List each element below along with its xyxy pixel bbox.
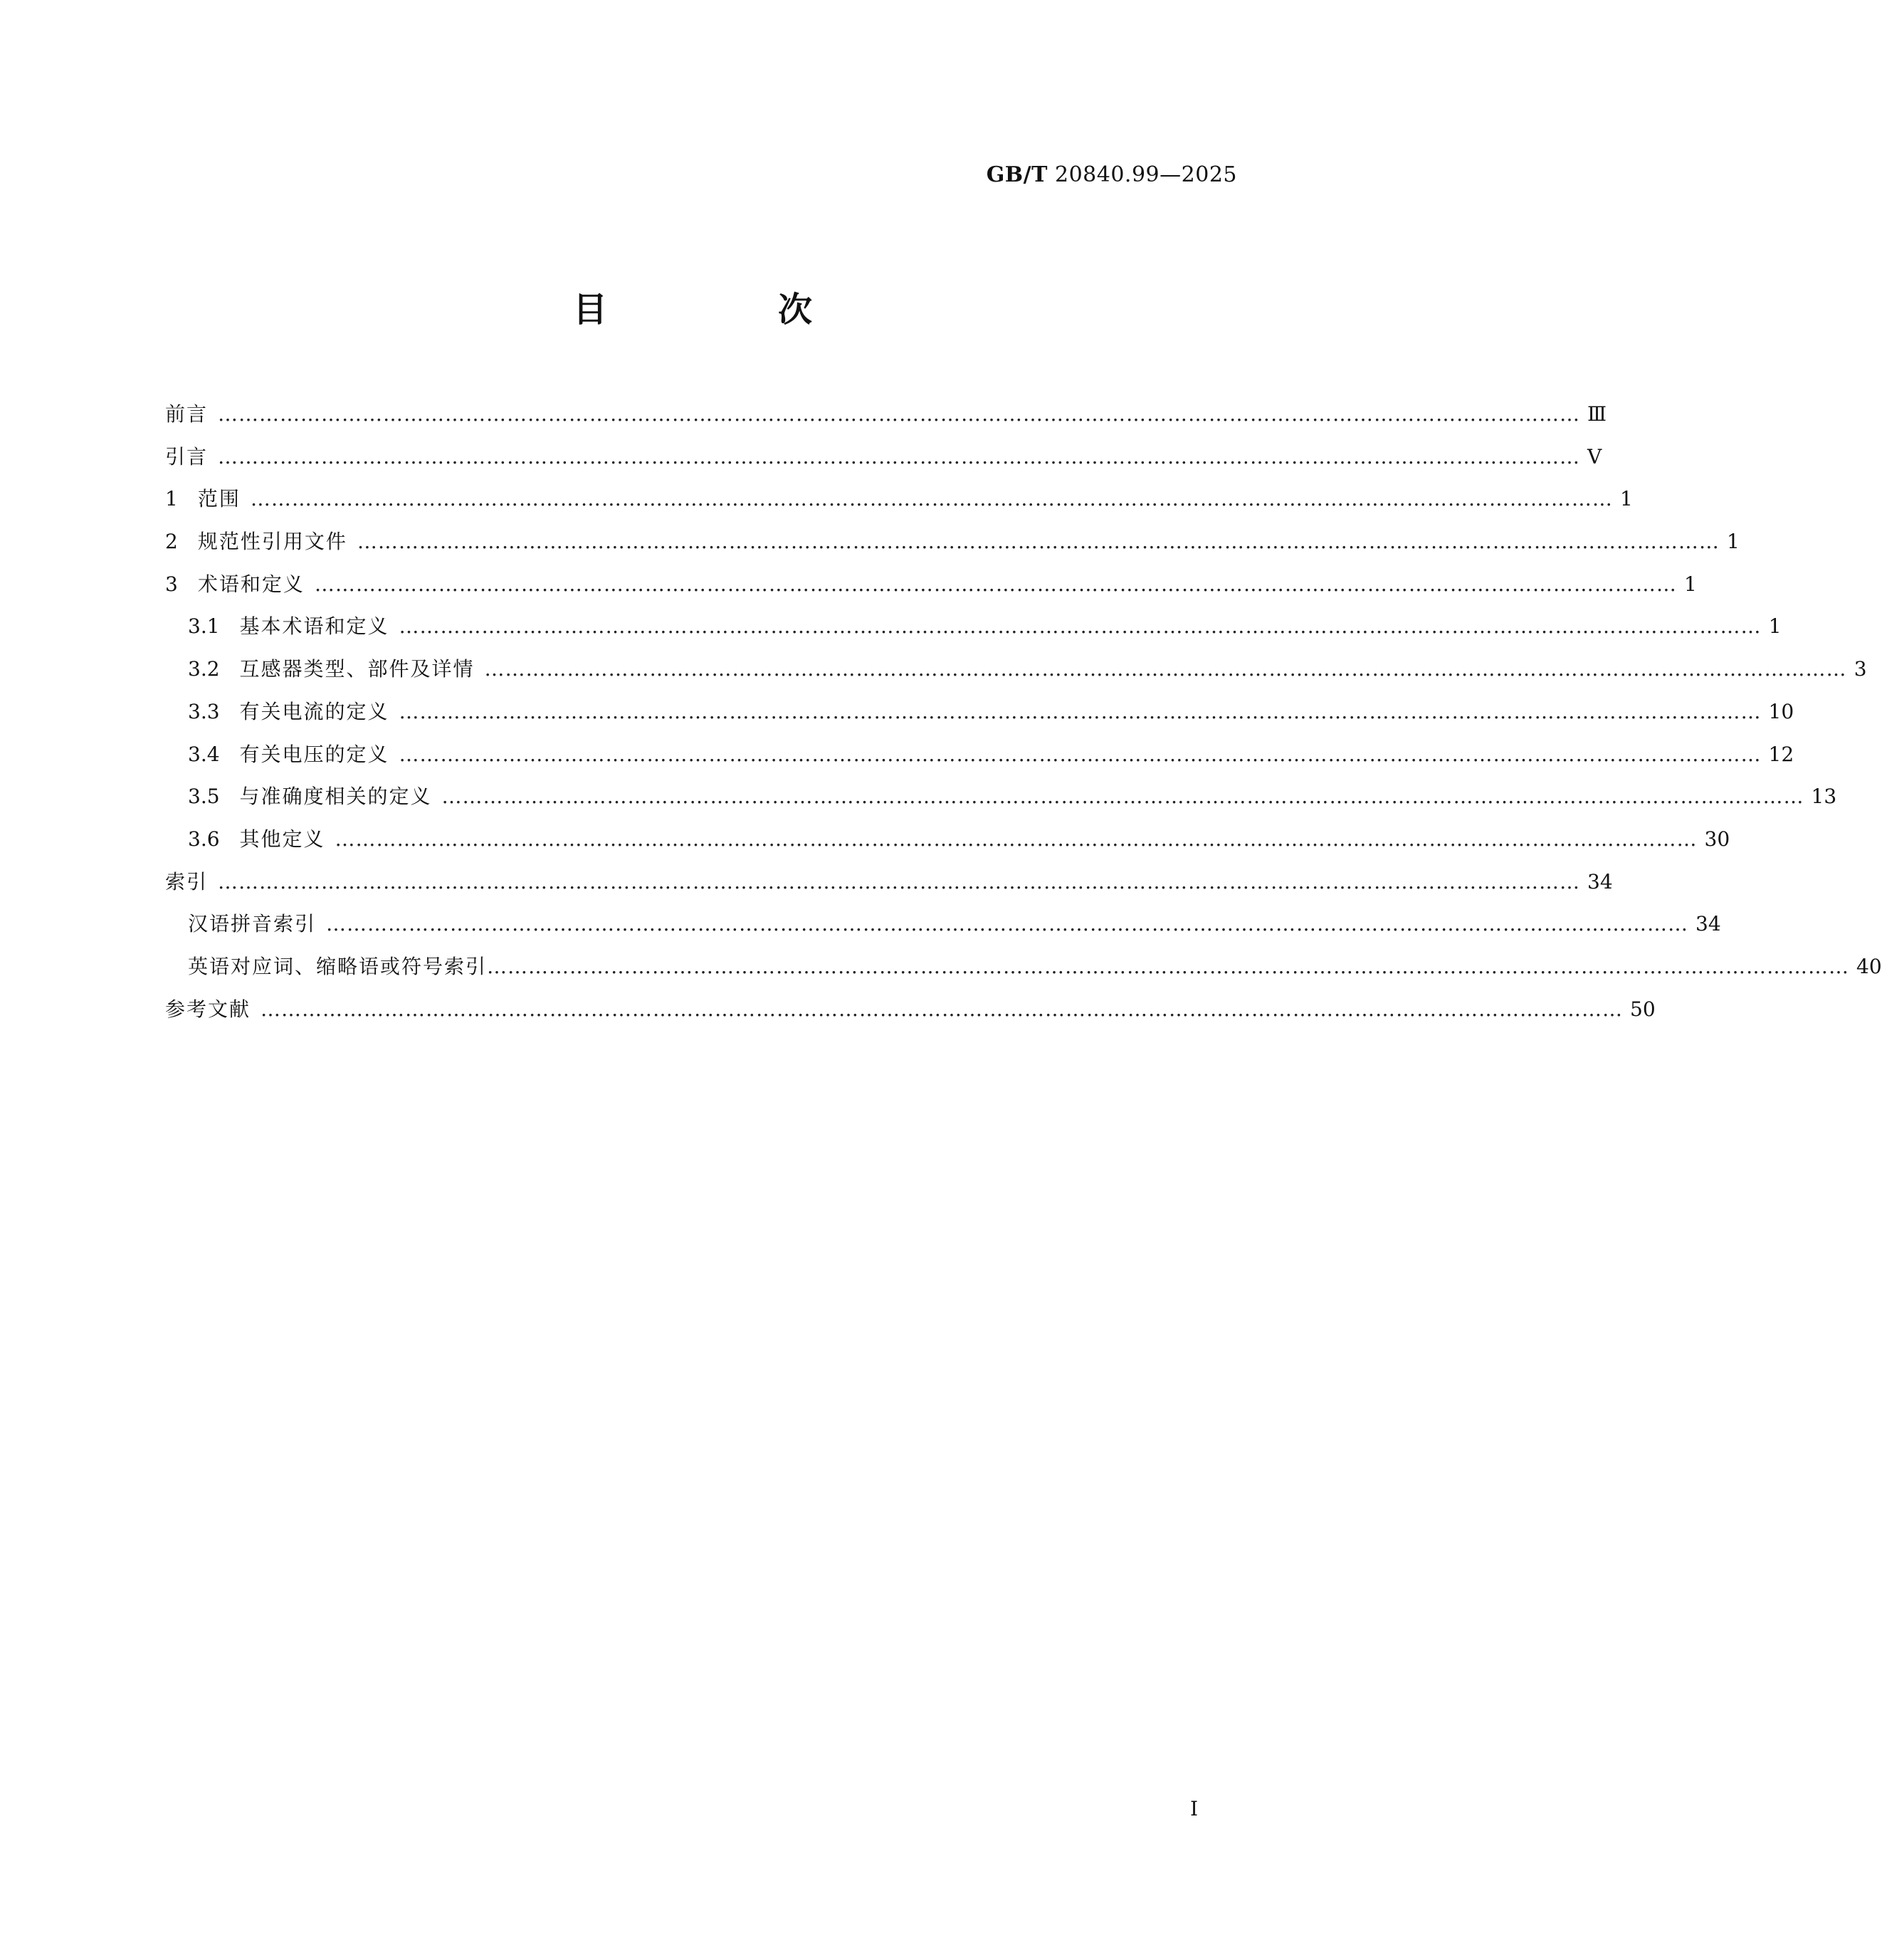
- toc-entry-label: 规范性引用文件: [197, 530, 347, 554]
- toc-leader-dots: ………………………………………………………………………………………………………………………………………………………………………………: [250, 487, 1613, 511]
- toc-entry-number: 3.2: [188, 657, 220, 681]
- toc-leader-dots: ………………………………………………………………………………………………………………………………………………………………………………: [218, 869, 1581, 893]
- toc-entry-label: 前言: [165, 402, 209, 426]
- toc-entry-foreword[interactable]: [165, 393, 1607, 436]
- toc-entry-label: 有关电压的定义: [239, 742, 389, 766]
- toc-leader-dots: ………………………………………………………………………………………………………………………………………………………………………………: [218, 402, 1581, 426]
- toc-entry-page: 3: [1854, 657, 1867, 681]
- toc-entry-page: 1: [1620, 487, 1633, 511]
- toc-leader-dots: ………………………………………………………………………………………………………………………………………………………………………………: [441, 785, 1804, 809]
- table-of-contents: [165, 393, 1882, 1030]
- document-code-number: 20840.99—2025: [1055, 162, 1237, 187]
- toc-entry-terms-definitions[interactable]: [165, 563, 1697, 606]
- toc-entry-number: 1: [165, 487, 178, 511]
- toc-entry-page: 40: [1856, 954, 1882, 978]
- document-code: [987, 162, 1237, 187]
- toc-entry-label: 英语对应词、缩略语或符号索引: [188, 954, 488, 978]
- toc-entry-page: 1: [1727, 530, 1740, 554]
- toc-entry-3-2[interactable]: [165, 648, 1867, 691]
- toc-entry-number: 3: [165, 572, 178, 596]
- toc-entry-3-3[interactable]: [165, 691, 1794, 733]
- toc-entry-label: 基本术语和定义: [239, 614, 389, 639]
- toc-entry-page: Ⅲ: [1587, 402, 1607, 426]
- toc-entry-3-1[interactable]: [165, 605, 1782, 648]
- toc-leader-dots: ………………………………………………………………………………………………………………………………………………………………………………: [261, 997, 1624, 1021]
- page-number: I: [1190, 1797, 1199, 1820]
- toc-entry-label: 索引: [165, 869, 209, 893]
- toc-leader-dots: ………………………………………………………………………………………………………………………………………………………………………………: [314, 572, 1677, 596]
- toc-entry-number: 3.5: [188, 785, 220, 809]
- toc-entry-english-index[interactable]: [165, 945, 1882, 988]
- toc-leader-dots: ………………………………………………………………………………………………………………………………………………………………………………: [335, 827, 1698, 851]
- toc-leader-dots: ………………………………………………………………………………………………………………………………………………………………………………: [326, 912, 1689, 936]
- toc-leader-dots: ………………………………………………………………………………………………………………………………………………………………………………: [357, 530, 1720, 554]
- toc-entry-number: 3.3: [188, 699, 220, 723]
- toc-entry-page: 10: [1768, 699, 1794, 723]
- toc-entry-3-4[interactable]: [165, 733, 1794, 776]
- toc-leader-dots: ………………………………………………………………………………………………………………………………………………………………………………: [399, 699, 1762, 723]
- toc-entry-page: Ⅴ: [1587, 444, 1602, 468]
- toc-entry-number: 3.6: [188, 827, 220, 851]
- toc-leader-dots: ………………………………………………………………………………………………………………………………………………………………………………: [484, 657, 1847, 681]
- toc-entry-3-6[interactable]: [165, 818, 1730, 861]
- toc-entry-number: 3.4: [188, 742, 220, 766]
- toc-entry-label: 其他定义: [239, 827, 325, 851]
- toc-entry-number: 2: [165, 530, 178, 554]
- toc-entry-index[interactable]: [165, 861, 1613, 903]
- toc-entry-page: 30: [1704, 827, 1730, 851]
- toc-leader-dots: ………………………………………………………………………………………………………………………………………………………………………………: [399, 614, 1762, 639]
- toc-entry-page: 12: [1768, 742, 1794, 766]
- toc-entry-bibliography[interactable]: [165, 988, 1656, 1031]
- toc-entry-page: 34: [1696, 912, 1721, 936]
- toc-entry-introduction[interactable]: [165, 436, 1602, 478]
- toc-entry-page: 50: [1630, 997, 1656, 1021]
- toc-title: 目 次: [572, 290, 880, 330]
- toc-entry-page: 34: [1587, 869, 1613, 893]
- toc-entry-scope[interactable]: [165, 478, 1633, 520]
- toc-leader-dots: ………………………………………………………………………………………………………………………………………………………………………………: [218, 444, 1581, 468]
- toc-entry-label: 范围: [197, 487, 241, 511]
- toc-entry-label: 互感器类型、部件及详情: [239, 657, 475, 681]
- toc-entry-3-5[interactable]: [165, 775, 1837, 818]
- toc-entry-label: 参考文献: [165, 997, 251, 1021]
- toc-entry-label: 与准确度相关的定义: [239, 785, 432, 809]
- toc-entry-label: 有关电流的定义: [239, 699, 389, 723]
- document-code-prefix: GB/T: [986, 162, 1048, 187]
- toc-entry-normative-references[interactable]: [165, 520, 1740, 563]
- toc-entry-page: 1: [1684, 572, 1697, 596]
- toc-entry-label: 汉语拼音索引: [188, 912, 317, 936]
- toc-entry-page: 13: [1811, 785, 1837, 809]
- toc-leader-dots: ………………………………………………………………………………………………………………………………………………………………………………: [487, 954, 1850, 978]
- toc-entry-number: 3.1: [188, 614, 220, 639]
- toc-entry-label: 引言: [165, 444, 209, 468]
- toc-entry-pinyin-index[interactable]: [165, 903, 1721, 945]
- toc-entry-label: 术语和定义: [197, 572, 305, 596]
- toc-entry-page: 1: [1768, 614, 1782, 639]
- toc-leader-dots: ………………………………………………………………………………………………………………………………………………………………………………: [399, 742, 1762, 766]
